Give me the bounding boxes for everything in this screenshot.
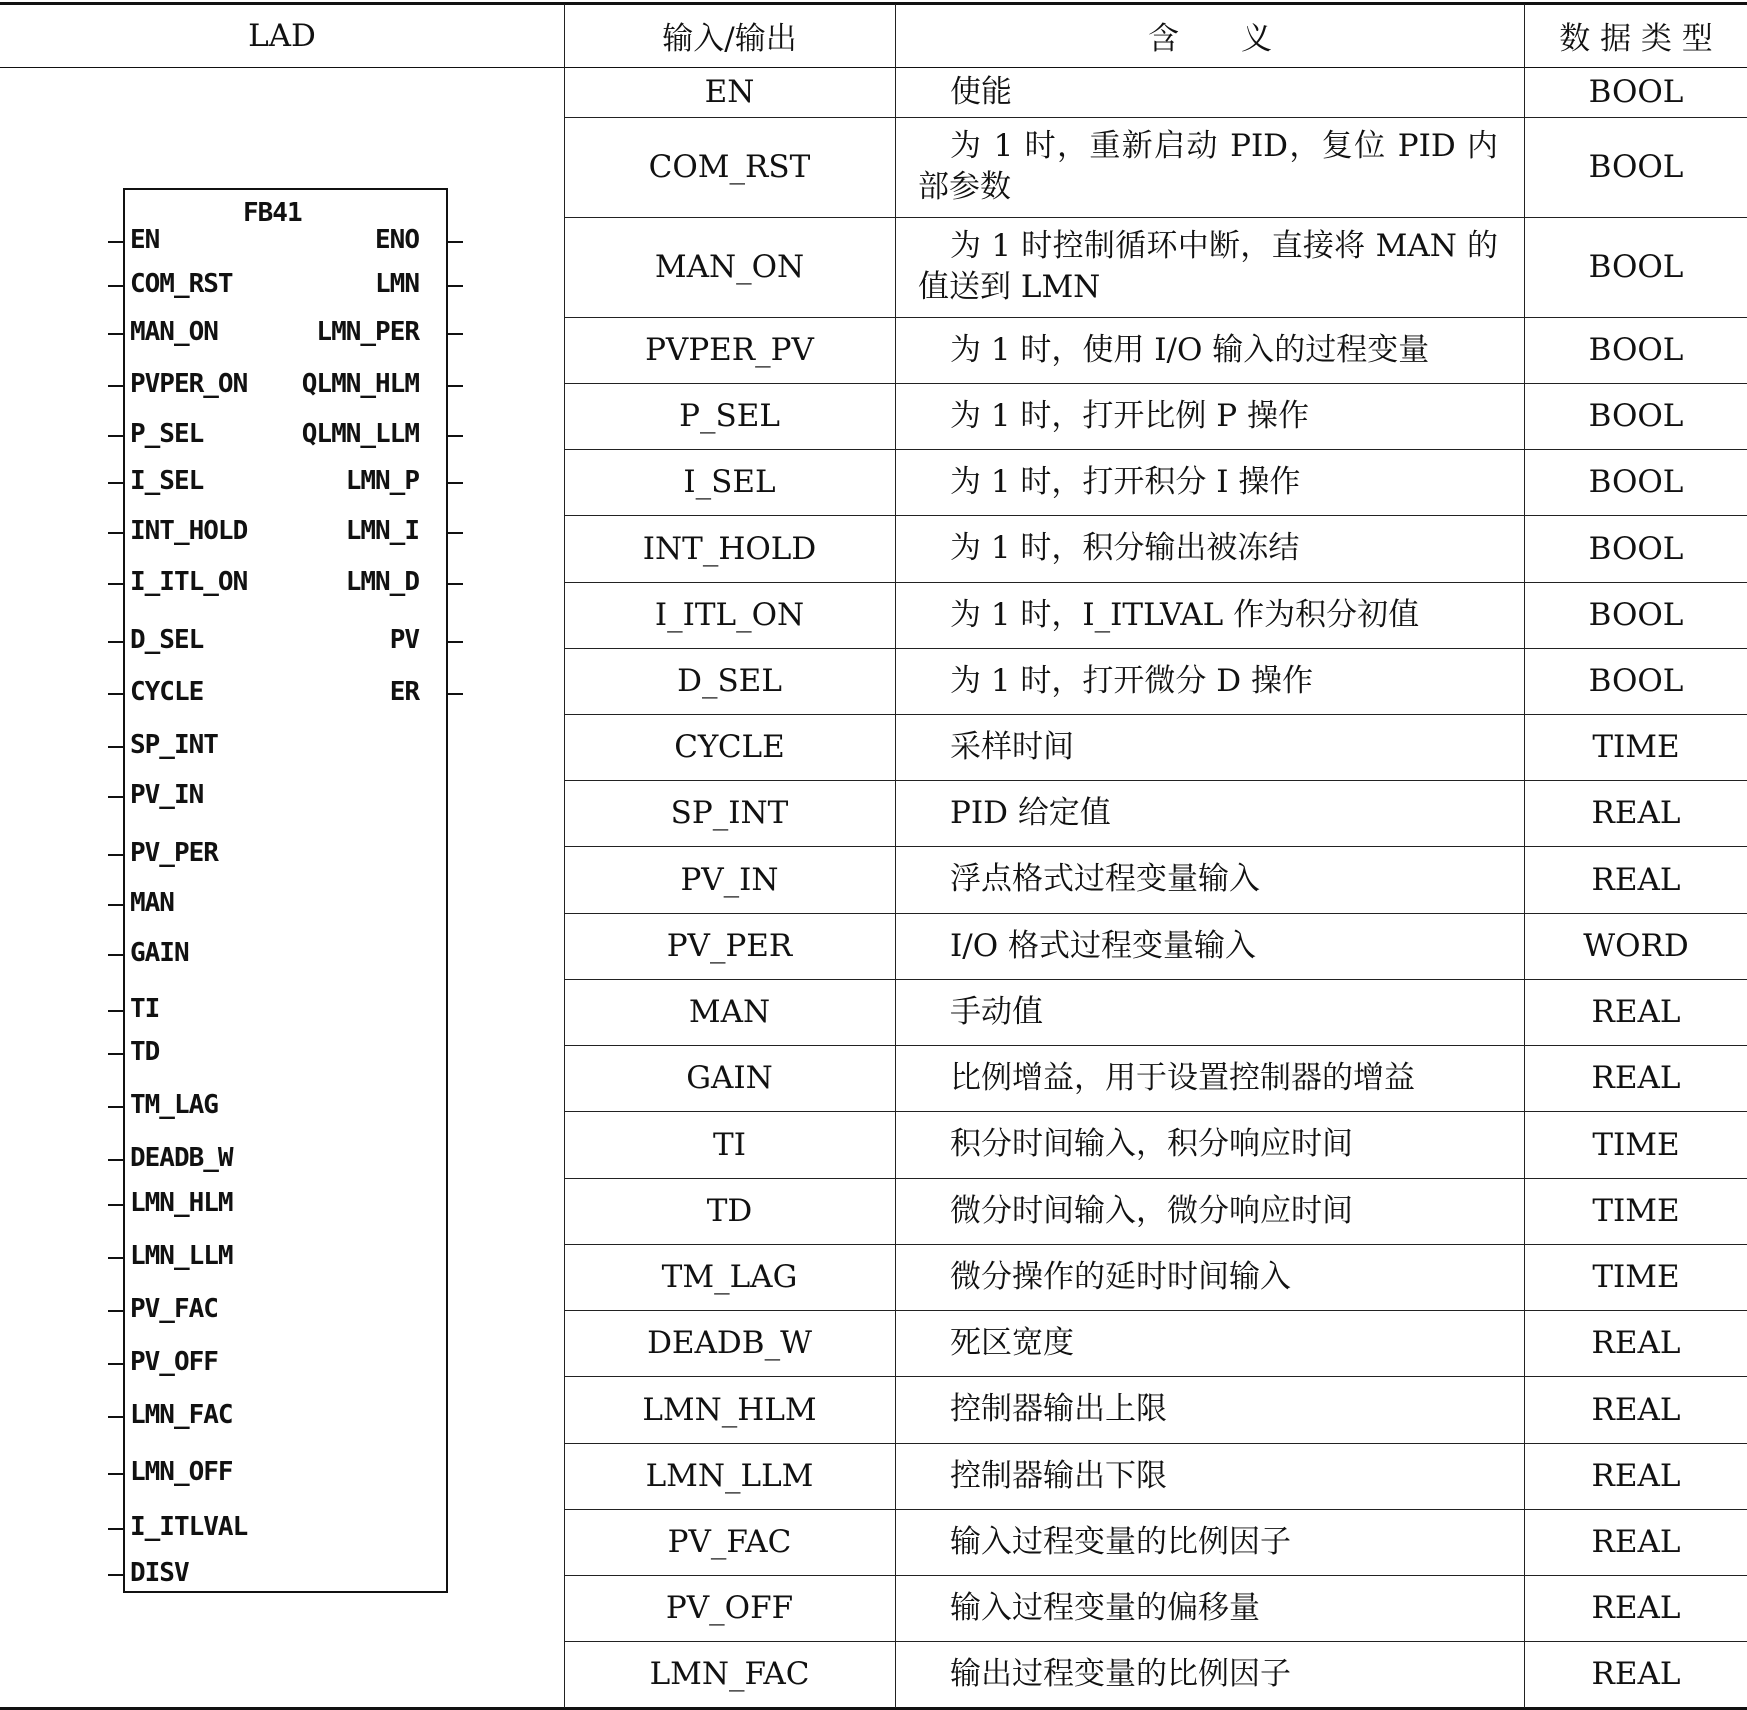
row-io: GAIN <box>686 1060 773 1096</box>
output-pin-line <box>448 333 463 335</box>
input-pin-label: MAN <box>130 888 174 918</box>
header-meaning: 含 义 <box>1148 21 1272 57</box>
input-pin-label: DEADB_W <box>130 1143 233 1173</box>
output-pin-line <box>448 641 463 643</box>
row-meaning: 控制器输出上限 <box>950 1391 1167 1427</box>
row-type: BOOL <box>1588 464 1684 500</box>
input-pin-line <box>108 1159 123 1161</box>
input-pin-line <box>108 1528 123 1530</box>
input-pin-line <box>108 693 123 695</box>
input-pin-line <box>108 285 123 287</box>
row-type: REAL <box>1591 1325 1681 1361</box>
input-pin-line <box>108 1257 123 1259</box>
row-io: TM_LAG <box>661 1259 798 1295</box>
output-pin-label: LMN_P <box>345 466 419 496</box>
output-pin-label: LMN_I <box>345 516 419 546</box>
row-type: REAL <box>1591 861 1681 898</box>
output-pin-label: ENO <box>375 225 419 255</box>
row-type: REAL <box>1591 1590 1681 1626</box>
input-pin-label: I_SEL <box>130 466 204 496</box>
output-pin-line <box>448 532 463 534</box>
header-type: 数 据 类 型 <box>1559 21 1713 57</box>
row-type: BOOL <box>1588 398 1684 434</box>
input-pin-label: MAN_ON <box>130 317 218 347</box>
header-io: 输入/输出 <box>662 21 797 57</box>
row-io: LMN_LLM <box>645 1458 814 1494</box>
input-pin-line <box>108 954 123 956</box>
row-io: TD <box>706 1193 753 1229</box>
row-io: PV_OFF <box>665 1590 794 1626</box>
input-pin-line <box>108 1574 123 1576</box>
row-meaning: 为 1 时，使用 I/O 输入的过程变量 <box>950 331 1430 368</box>
input-pin-label: TD <box>130 1037 160 1067</box>
row-type: BOOL <box>1588 332 1684 368</box>
row-type: TIME <box>1592 729 1680 765</box>
input-pin-line <box>108 532 123 534</box>
output-pin-label: QLMN_HLM <box>301 369 419 399</box>
row-type: BOOL <box>1588 249 1684 285</box>
input-pin-line <box>108 904 123 906</box>
row-type: REAL <box>1591 1458 1681 1494</box>
input-pin-line <box>108 1363 123 1365</box>
row-type: BOOL <box>1588 149 1684 185</box>
input-pin-label: LMN_OFF <box>130 1457 233 1487</box>
row-meaning: 为 1 时，打开积分 I 操作 <box>950 463 1301 500</box>
row-io: I_SEL <box>683 464 776 500</box>
row-type: REAL <box>1591 1060 1681 1096</box>
row-type: TIME <box>1592 1126 1680 1163</box>
input-pin-line <box>108 333 123 335</box>
input-pin-line <box>108 1310 123 1312</box>
input-pin-line <box>108 1204 123 1206</box>
row-type: REAL <box>1591 1391 1681 1428</box>
row-type: REAL <box>1591 795 1681 831</box>
input-pin-label: P_SEL <box>130 419 204 449</box>
input-pin-line <box>108 796 123 798</box>
input-pin-line <box>108 482 123 484</box>
input-pin-label: TM_LAG <box>130 1090 218 1120</box>
row-meaning: 微分操作的延时时间输入 <box>950 1258 1291 1295</box>
row-meaning: 输出过程变量的比例因子 <box>950 1655 1291 1692</box>
input-pin-label: PV_FAC <box>130 1294 218 1324</box>
row-io: PV_FAC <box>667 1524 792 1560</box>
output-pin-line <box>448 285 463 287</box>
input-pin-line <box>108 854 123 856</box>
row-type: REAL <box>1591 1656 1681 1692</box>
input-pin-label: INT_HOLD <box>130 516 248 546</box>
input-pin-line <box>108 435 123 437</box>
input-pin-label: PV_OFF <box>130 1347 218 1377</box>
row-meaning: I/O 格式过程变量输入 <box>950 927 1256 964</box>
input-pin-label: LMN_LLM <box>130 1241 233 1271</box>
row-io: EN <box>704 74 755 110</box>
row-meaning: 浮点格式过程变量输入 <box>950 861 1260 897</box>
input-pin-line <box>108 641 123 643</box>
output-pin-line <box>448 693 463 695</box>
input-pin-label: COM_RST <box>130 269 233 299</box>
input-pin-line <box>108 1473 123 1475</box>
output-pin-label: PV <box>389 625 419 655</box>
row-io: P_SEL <box>679 398 780 434</box>
input-pin-label: D_SEL <box>130 625 204 655</box>
row-meaning: 为 1 时，重新启动 PID，复位 PID 内部参数 <box>918 128 1498 205</box>
input-pin-label: LMN_HLM <box>130 1188 233 1218</box>
row-meaning: 输入过程变量的比例因子 <box>950 1523 1291 1560</box>
input-pin-label: TI <box>130 994 160 1024</box>
row-meaning: PID 给定值 <box>950 794 1111 831</box>
row-type: BOOL <box>1588 597 1684 633</box>
input-pin-label: PV_IN <box>130 780 204 810</box>
row-io: SP_INT <box>670 795 789 831</box>
row-type: BOOL <box>1588 74 1684 110</box>
input-pin-label: PVPER_ON <box>130 369 248 399</box>
input-pin-label: I_ITLVAL <box>130 1512 248 1542</box>
row-meaning: 为 1 时，打开比例 P 操作 <box>950 397 1309 434</box>
input-pin-label: SP_INT <box>130 730 218 760</box>
output-pin-label: QLMN_LLM <box>301 419 419 449</box>
row-type: WORD <box>1583 928 1689 964</box>
input-pin-line <box>108 1010 123 1012</box>
row-meaning: 输入过程变量的偏移量 <box>950 1589 1260 1626</box>
fb41-title: FB41 <box>243 198 302 228</box>
row-io: D_SEL <box>677 663 782 699</box>
output-pin-line <box>448 482 463 484</box>
row-io: LMN_FAC <box>649 1656 810 1692</box>
output-pin-line <box>448 435 463 437</box>
output-pin-label: LMN <box>375 269 419 299</box>
input-pin-label: CYCLE <box>130 677 204 707</box>
row-meaning: 使能 <box>950 73 1012 110</box>
row-io: PV_PER <box>666 928 793 964</box>
row-io: DEADB_W <box>647 1325 812 1361</box>
row-type: REAL <box>1591 994 1681 1030</box>
output-pin-line <box>448 583 463 585</box>
input-pin-label: PV_PER <box>130 838 218 868</box>
input-pin-line <box>108 583 123 585</box>
row-io: LMN_HLM <box>642 1391 817 1428</box>
row-io: COM_RST <box>648 149 811 185</box>
row-io: TI <box>713 1126 746 1163</box>
output-pin-label: LMN_D <box>345 567 419 597</box>
row-type: TIME <box>1592 1193 1680 1229</box>
input-pin-line <box>108 1416 123 1418</box>
header-lad: LAD <box>248 17 316 54</box>
row-meaning: 为 1 时控制循环中断，直接将 MAN 的值送到 LMN <box>918 228 1498 305</box>
row-io: PV_IN <box>680 861 779 898</box>
output-pin-label: LMN_PER <box>316 317 419 347</box>
row-meaning: 为 1 时，积分输出被冻结 <box>950 530 1300 566</box>
row-meaning: 为 1 时，I_ITLVAL 作为积分初值 <box>950 596 1420 633</box>
row-meaning: 手动值 <box>950 993 1043 1030</box>
row-meaning: 为 1 时，打开微分 D 操作 <box>950 662 1313 699</box>
output-pin-label: ER <box>389 677 419 707</box>
input-pin-line <box>108 1106 123 1108</box>
row-io: INT_HOLD <box>642 530 817 567</box>
input-pin-label: DISV <box>130 1558 189 1588</box>
input-pin-label: I_ITL_ON <box>130 567 248 597</box>
output-pin-line <box>448 241 463 243</box>
row-meaning: 控制器输出下限 <box>950 1457 1167 1494</box>
row-io: MAN <box>688 994 771 1030</box>
input-pin-line <box>108 1053 123 1055</box>
row-meaning: 比例增益，用于设置控制器的增益 <box>950 1059 1415 1096</box>
input-pin-label: EN <box>130 225 160 255</box>
row-io: I_ITL_ON <box>654 597 805 633</box>
input-pin-label: LMN_FAC <box>130 1400 233 1430</box>
row-io: PVPER_PV <box>645 332 814 368</box>
row-meaning: 微分时间输入，微分响应时间 <box>950 1192 1353 1229</box>
row-meaning: 采样时间 <box>950 728 1074 765</box>
row-meaning: 死区宽度 <box>950 1324 1074 1361</box>
row-type: TIME <box>1592 1259 1680 1295</box>
input-pin-line <box>108 385 123 387</box>
output-pin-line <box>448 385 463 387</box>
row-io: CYCLE <box>674 729 785 765</box>
row-type: BOOL <box>1588 530 1684 567</box>
input-pin-line <box>108 746 123 748</box>
row-meaning: 积分时间输入，积分响应时间 <box>950 1126 1353 1162</box>
row-io: MAN_ON <box>654 249 805 285</box>
input-pin-label: GAIN <box>130 938 189 968</box>
input-pin-line <box>108 241 123 243</box>
row-type: REAL <box>1591 1524 1681 1560</box>
row-type: BOOL <box>1588 663 1684 699</box>
